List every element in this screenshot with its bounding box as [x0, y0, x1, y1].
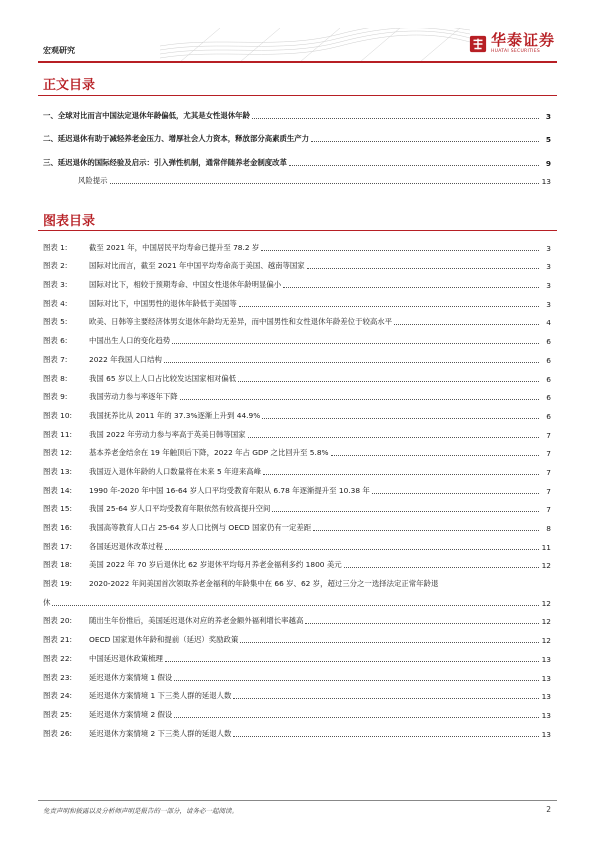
figure-list-item[interactable] [43, 533, 551, 552]
figure-title: 我国 25-64 岁人口平均受教育年限依然有较高提升空间 [89, 504, 271, 514]
figure-title: 国际对比下，中国男性的退休年龄低于美国等 [89, 298, 237, 308]
figure-title: 中国出生人口的变化趋势 [89, 336, 171, 346]
figure-title: 欧美、日韩等主要经济体男女退休年龄均无差异，而中国男性和女性退休年龄差位于较高水平 [89, 317, 393, 327]
figure-page: 7 [546, 486, 551, 496]
figure-list-item[interactable] [43, 365, 551, 384]
leader-dots [313, 530, 539, 531]
figure-page: 13 [541, 729, 551, 739]
figure-number: 图表 14: [43, 485, 73, 495]
leader-dots [240, 642, 539, 643]
figure-list-item[interactable] [43, 402, 551, 421]
figure-list-item[interactable] [43, 664, 551, 683]
figure-page: 6 [546, 355, 551, 365]
header-wave-decoration [160, 28, 470, 62]
figure-page: 12 [541, 636, 551, 646]
leader-dots [331, 455, 539, 456]
figure-number: 图表 19: [43, 579, 73, 589]
leader-dots [110, 183, 539, 184]
figure-list-item[interactable] [43, 440, 551, 459]
leader-dots [239, 306, 539, 307]
toc-item[interactable]: 二、延迟退休有助于减轻养老金压力、增厚社会人力资本，释放部分高素质生产力 5 [43, 134, 551, 144]
huatai-logo-icon [469, 35, 487, 53]
footer-page-number: 2 [546, 805, 551, 814]
figure-page: 13 [541, 673, 551, 683]
figure-list-item[interactable] [43, 570, 551, 607]
figure-list-item[interactable] [43, 608, 551, 627]
leader-dots [262, 418, 539, 419]
leader-dots [172, 343, 539, 344]
figure-list-item[interactable] [43, 645, 551, 664]
brand-name: 华泰证券 [490, 31, 555, 49]
figure-number: 图表 5: [43, 317, 68, 327]
figure-title: 2022 年我国人口结构 [89, 354, 162, 364]
figure-number: 图表 18: [43, 560, 73, 570]
figure-number: 图表 12: [43, 448, 73, 458]
figure-number: 图表 4: [43, 298, 68, 308]
figure-number: 图表 13: [43, 466, 73, 476]
leader-dots [289, 165, 539, 166]
figure-list-item[interactable] [43, 290, 551, 309]
figure-number: 图表 10: [43, 410, 73, 420]
figure-title: 1990 年-2020 年中国 16-64 岁人口平均受教育年限从 6.78 年逐渐提升至 10.38 年 [89, 485, 370, 495]
leader-dots [233, 736, 539, 737]
leader-dots [180, 399, 539, 400]
figure-number: 图表 26: [43, 728, 73, 738]
figure-title: 基本养老金结余在 19 年触顶后下降，2022 年占 GDP 之比回升至 5.8% [89, 448, 329, 458]
figure-title: 延迟退休方案情境 2 下三类人群的延退人数 [89, 728, 232, 738]
leader-dots [164, 362, 539, 363]
figure-number: 图表 9: [43, 392, 68, 402]
footer-rule [38, 800, 557, 801]
leader-dots [174, 717, 539, 718]
figure-number: 图表 17: [43, 541, 73, 551]
figure-list-item[interactable] [43, 309, 551, 328]
figure-list-item[interactable] [43, 552, 551, 571]
figure-list-item[interactable] [43, 720, 551, 739]
figure-title: 国际对比而言，截至 2021 年中国平均寿命高于美国、越南等国家 [89, 261, 305, 271]
header-section-label: 宏观研究 [43, 46, 75, 55]
figure-list-item[interactable] [43, 346, 551, 365]
figure-page: 3 [546, 243, 551, 253]
leader-dots [283, 287, 539, 288]
figure-number: 图表 11: [43, 429, 73, 439]
leader-dots [344, 567, 539, 568]
leader-dots [307, 268, 539, 269]
figure-page: 13 [541, 654, 551, 664]
leader-dots [52, 605, 539, 606]
figure-list-item[interactable] [43, 496, 551, 515]
figure-number: 图表 24: [43, 691, 73, 701]
leader-dots [252, 118, 539, 119]
figures-title: 图表目录 [43, 214, 96, 229]
toc-item[interactable]: 风险提示 13 [78, 175, 551, 186]
figure-list-item[interactable] [43, 477, 551, 496]
toc-list [43, 99, 551, 186]
figure-number: 图表 21: [43, 635, 73, 645]
figure-page: 13 [541, 710, 551, 720]
figure-title: 延迟退休方案情境 1 假设 [89, 672, 173, 682]
figure-list-item[interactable] [43, 234, 551, 253]
footer-disclaimer: 免责声明和披露以及分析师声明是报告的一部分，请务必一起阅读。 [43, 807, 238, 815]
figure-title: 我国劳动力参与率逐年下降 [89, 392, 178, 402]
toc-item[interactable]: 一、全球对比而言中国法定退休年龄偏低，尤其是女性退休年龄 3 [43, 110, 551, 121]
leader-dots [305, 623, 539, 624]
figure-title: 截至 2021 年，中国居民平均寿命已提升至 78.2 岁 [89, 242, 260, 252]
figure-page: 11 [541, 542, 551, 552]
toc-item[interactable]: 三、延迟退休的国际经验及启示：引入弹性机制，通常伴随养老金制度改革 9 [43, 157, 551, 168]
leader-dots [238, 381, 539, 382]
figure-number: 图表 15: [43, 504, 73, 514]
figure-page: 6 [546, 411, 551, 421]
figure-title: 我国 65 岁以上人口占比较发达国家相对偏低 [89, 373, 237, 383]
figures-title-rule [38, 230, 557, 231]
figure-list-item[interactable] [43, 514, 551, 533]
figure-title: 延迟退休方案情境 2 假设 [89, 709, 173, 719]
figure-page: 7 [546, 467, 551, 477]
figure-number: 图表 16: [43, 523, 73, 532]
figure-page: 13 [541, 692, 551, 702]
brand-logo [469, 33, 555, 55]
figure-title: 美国 2022 年 70 岁后退休比 62 岁退休平均每月养老金福利多约 1800 美元 [89, 560, 342, 570]
leader-dots [165, 549, 539, 550]
header-rule [38, 61, 557, 63]
figure-title: 中国延迟退休政策梳理 [89, 653, 163, 663]
figure-title: OECD 国家退休年龄和提前（延迟）奖励政策 [89, 635, 239, 645]
leader-dots [372, 493, 539, 494]
leader-dots [311, 141, 539, 142]
figure-page: 6 [546, 337, 551, 347]
figure-number: 图表 23: [43, 672, 73, 682]
figure-list-item[interactable] [43, 458, 551, 477]
brand-name-en: HUATAI SECURITIES [490, 49, 541, 54]
figure-number: 图表 6: [43, 336, 68, 346]
figure-page: 3 [546, 262, 551, 272]
figure-number: 图表 22: [43, 653, 73, 663]
figure-page: 6 [546, 393, 551, 403]
figure-page: 8 [546, 524, 551, 533]
figure-list-item[interactable] [43, 327, 551, 346]
figure-number: 图表 25: [43, 709, 73, 719]
figure-number: 图表 20: [43, 616, 73, 626]
figure-list-item[interactable] [43, 683, 551, 702]
figure-page: 12 [541, 598, 551, 608]
figure-page: 7 [546, 505, 551, 515]
figure-page: 12 [541, 617, 551, 627]
figure-page: 12 [541, 561, 551, 571]
figure-number: 图表 2: [43, 261, 68, 271]
figure-title: 2020-2022 年间美国首次领取养老金福利的年龄集中在 66 岁、62 岁，超过三分之一选择法定正常年龄退 [89, 579, 439, 589]
leader-dots [174, 680, 539, 681]
figure-list-item[interactable] [43, 253, 551, 272]
leader-dots [248, 437, 539, 438]
figure-page: 3 [546, 281, 551, 291]
figure-page: 7 [546, 449, 551, 459]
leader-dots [263, 474, 539, 475]
figure-page: 4 [546, 318, 551, 328]
figure-title: 随出生年份推后，美国延迟退休对应的养老金额外福利增长率越高 [89, 616, 304, 626]
figure-title-continued: 休 [43, 597, 51, 607]
leader-dots [233, 698, 539, 699]
figure-page: 6 [546, 374, 551, 384]
figure-number: 图表 8: [43, 373, 68, 383]
toc-title-rule [38, 95, 557, 96]
leader-dots [394, 324, 539, 325]
figure-number: 图表 7: [43, 354, 68, 364]
figure-title: 各国延迟退休改革过程 [89, 541, 163, 551]
figure-list-item[interactable] [43, 271, 551, 290]
figure-title: 我国抚养比从 2011 年的 37.3%逐渐上升到 44.9% [89, 410, 261, 420]
figure-list-item[interactable] [43, 626, 551, 645]
figure-number: 图表 1: [43, 242, 68, 252]
figures-list [43, 234, 551, 739]
leader-dots [272, 511, 539, 512]
figure-title: 我国迈入退休年龄的人口数量将在未来 5 年迎来高峰 [89, 466, 261, 476]
figure-list-item[interactable] [43, 701, 551, 720]
figure-list-item[interactable] [43, 421, 551, 440]
leader-dots [261, 250, 539, 251]
leader-dots [165, 661, 539, 662]
figure-title: 国际对比下，相较于预期寿命、中国女性退休年龄明显偏小 [89, 280, 282, 290]
figure-page: 3 [546, 299, 551, 309]
figure-title: 我国高等教育人口占 25-64 岁人口比例与 OECD 国家仍有一定差距 [89, 523, 312, 532]
figure-list-item[interactable] [43, 384, 551, 403]
figure-title: 延迟退休方案情境 1 下三类人群的延退人数 [89, 691, 232, 701]
toc-title: 正文目录 [43, 78, 96, 93]
figure-number: 图表 3: [43, 280, 68, 290]
figure-page: 7 [546, 430, 551, 440]
figure-title: 我国 2022 年劳动力参与率高于英美日韩等国家 [89, 429, 246, 439]
